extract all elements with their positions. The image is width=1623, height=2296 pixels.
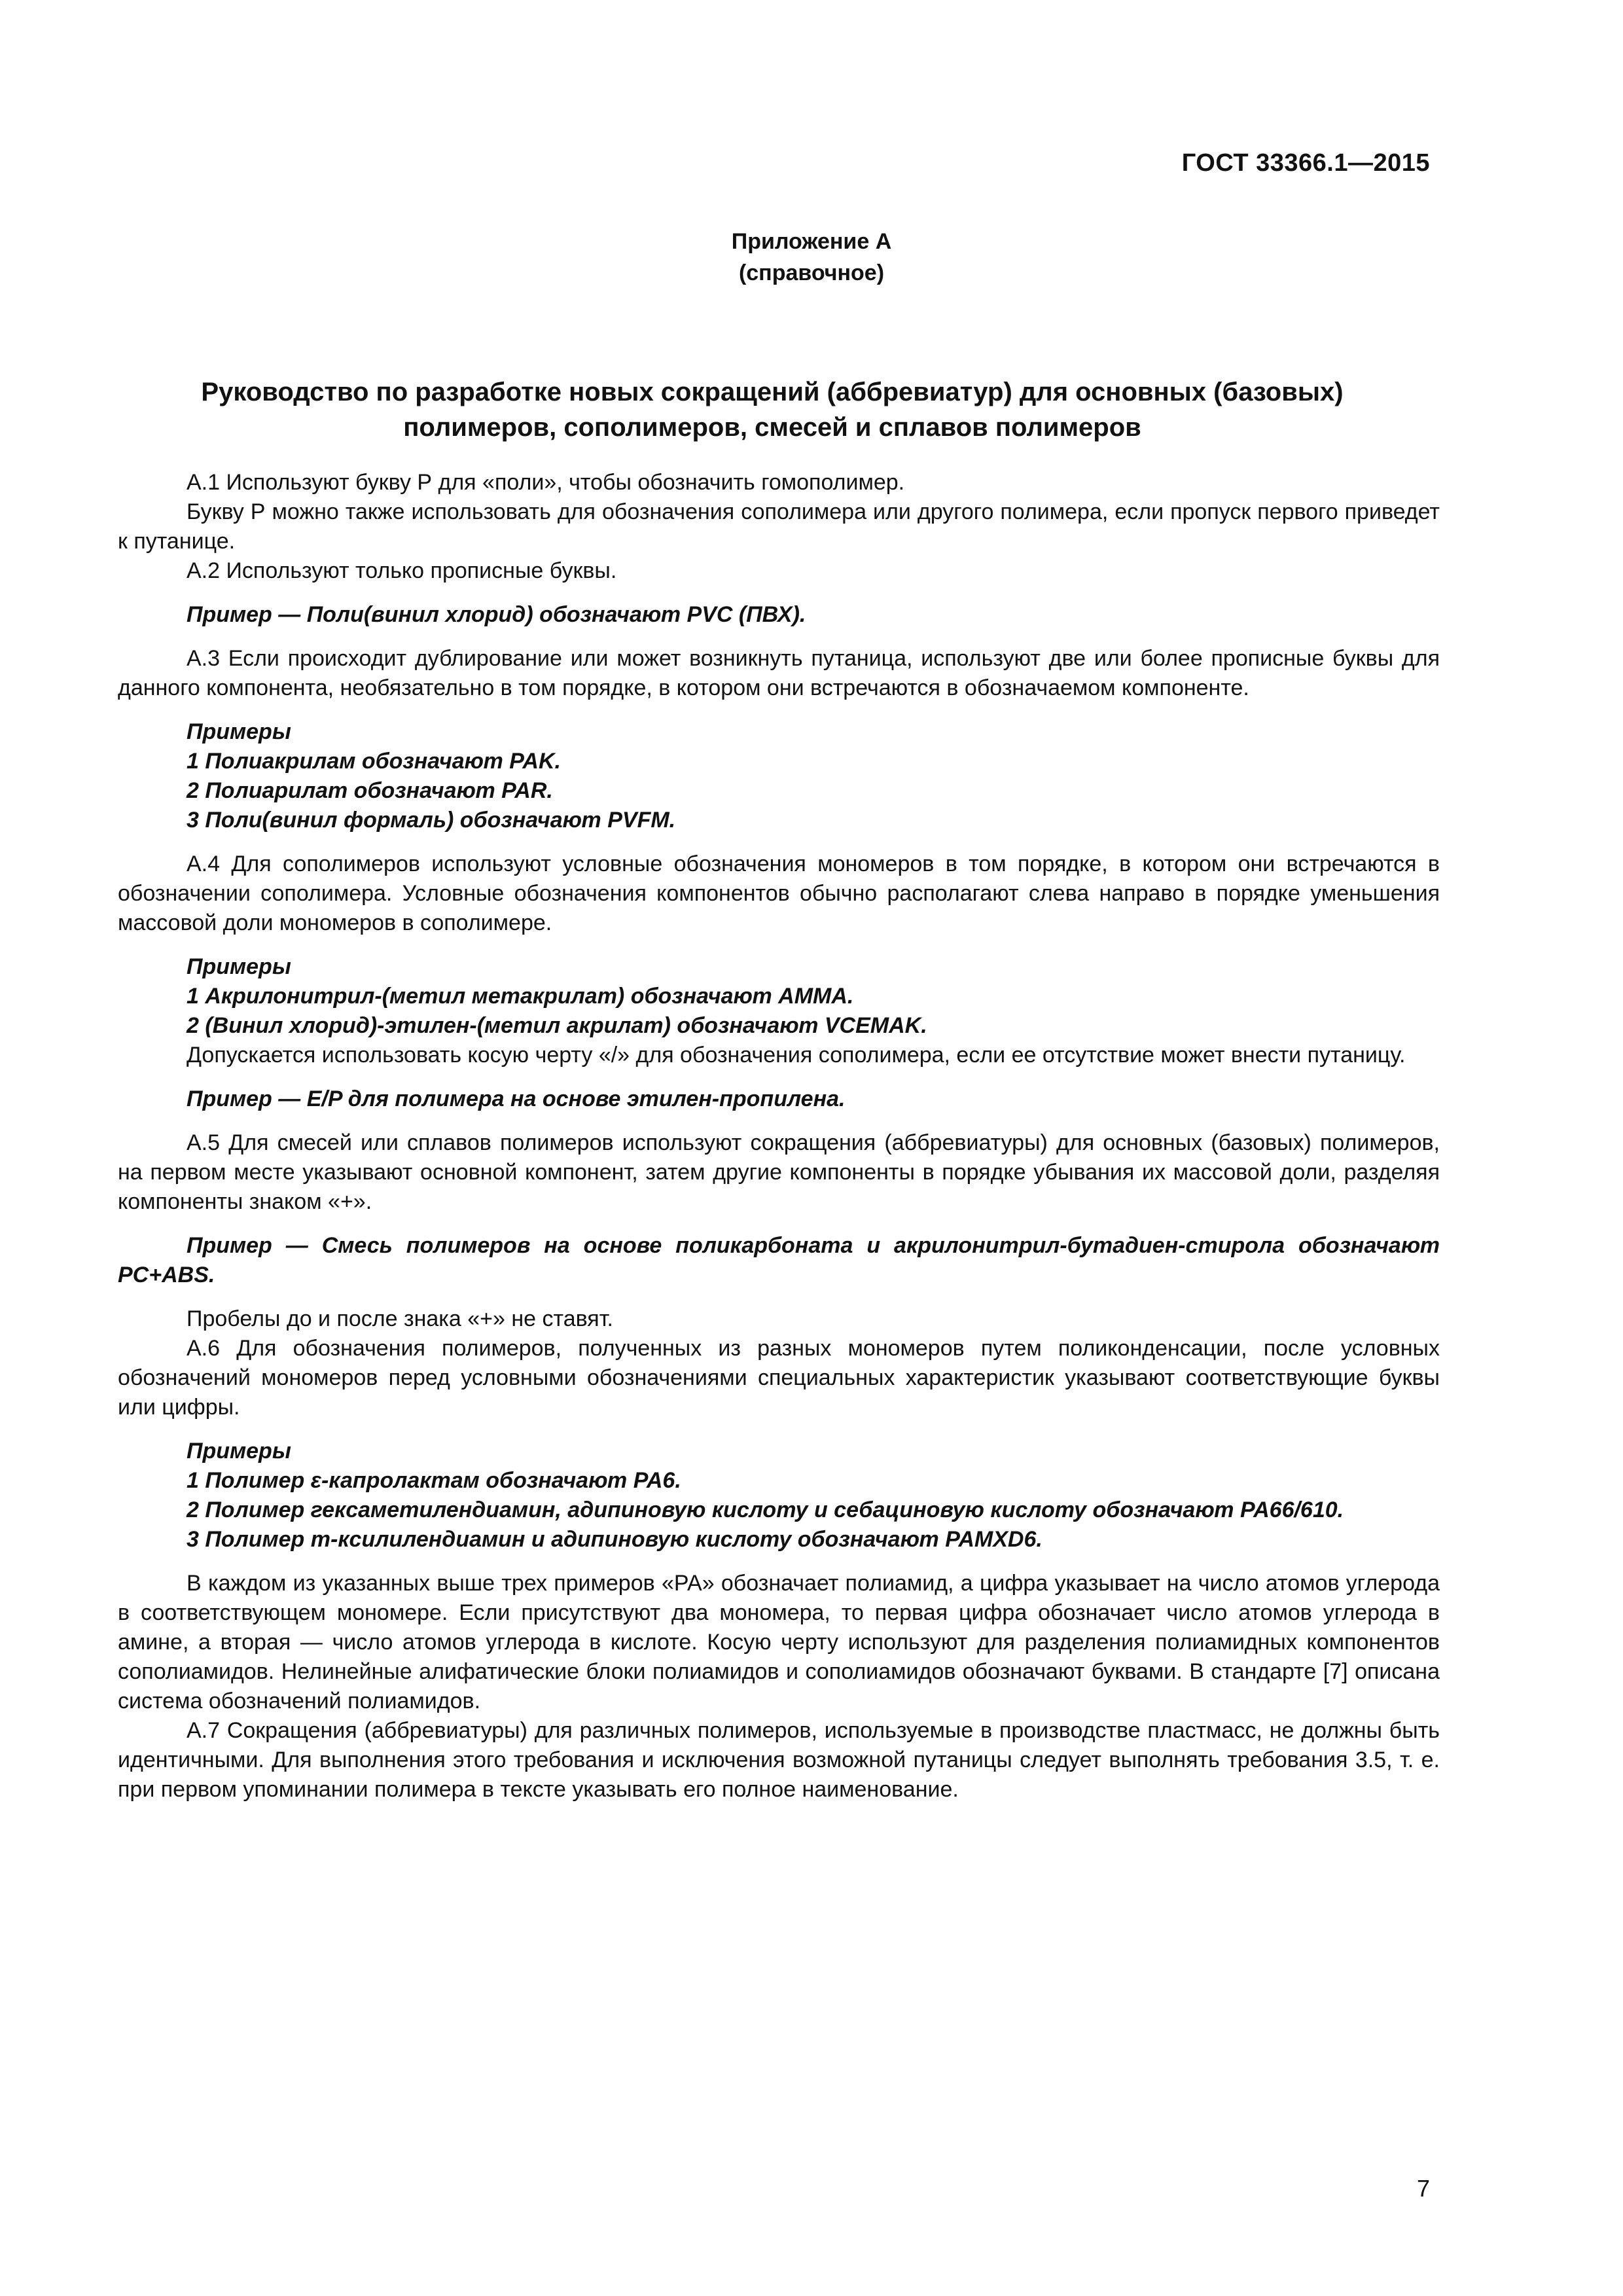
title-line-1: Руководство по разработке новых сокращений (аббревиатур) для основных (базовых) [201,378,1344,406]
examples-heading: Примеры [187,954,291,979]
example-item: 1 Акрилонитрил-(метил метакрилат) обозначают AMMA. [187,984,854,1009]
example-pc-abs: Пример — Смесь полимеров на основе поликарбоната и акрилонитрил-бутадиен-стирола обозначают PC+ABS. [118,1233,1440,1287]
paragraph-a1: А.1 Используют букву Р для «поли», чтобы обозначить гомополимер. [187,470,905,495]
page-number: 7 [1416,2175,1430,2202]
paragraph-a7: А.7 Сокращения (аббревиатуры) для различных полимеров, используемые в производстве пластмасс, не должны быть идентичными. Для выполнения этого требования и исключения возможной путаницы следует выполнять требования 3.5, т. е. при первом упоминании полимера в тексте указывать его полное наименование. [118,1718,1440,1802]
example-item: 1 Полимер ε-капролактам обозначают PA6. [187,1468,681,1493]
paragraph-spaces-note: Пробелы до и после знака «+» не ставят. [187,1306,613,1331]
example-item: 2 (Винил хлорид)-этилен-(метил акрилат) обозначают VCEMAK. [187,1013,927,1038]
section-title [118,374,1427,445]
example-item: 3 Полимер m-ксилилендиамин и адипиновую кислоту обозначают PAMXD6. [187,1527,1043,1552]
paragraph-a5: А.5 Для смесей или сплавов полимеров используют сокращения (аббревиатуры) для основных (базовых) полимеров, на первом месте указывают основной компонент, затем другие компоненты в порядке убывания их массовой доли, разделяя компоненты знаком «+». [118,1130,1440,1214]
paragraph-a3: А.3 Если происходит дублирование или может возникнуть путаница, используют две или более прописные буквы для данного компонента, необязательно в том порядке, в котором они встречаются в обозначаемом компоненте. [118,646,1440,700]
title-line-2: полимеров, сополимеров, смесей и сплавов полимеров [403,413,1141,442]
example-item: 2 Полиарилат обозначают PAR. [187,778,553,803]
example-pvc: Пример — Поли(винил хлорид) обозначают PVC (ПВХ). [187,602,806,627]
example-item: 2 Полимер гексаметилендиамин, адипиновую кислоту и себациновую кислоту обозначают PA66/610. [187,1498,1344,1522]
appendix-heading [0,226,1623,289]
example-item: 1 Полиакрилам обозначают PAK. [187,749,561,774]
paragraph-a2: А.2 Используют только прописные буквы. [187,558,617,583]
examples-heading: Примеры [187,719,291,744]
paragraph-a6: А.6 Для обозначения полимеров, полученных из разных мономеров путем поликонденсации, после условных обозначений мономеров перед условными обозначениями специальных характеристик указывают соответствующие буквы или цифры. [118,1336,1440,1420]
paragraph-polyamide-explanation: В каждом из указанных выше трех примеров «PA» обозначает полиамид, а цифра указывает на число атомов углерода в соответствующем мономере. Если присутствуют два мономера, то первая цифра обозначает число атомов углерода в амине, а вторая — число атомов углерода в кислоте. Косую черту используют для разделения полиамидных компонентов сополиамидов. Нелинейные алифатические блоки полиамидов и сополиамидов обозначают буквами. В стандарте [7] описана система обозначений полиамидов. [118,1571,1440,1713]
appendix-type: (справочное) [738,260,885,285]
paragraph-a1-note: Букву Р можно также использовать для обозначения сополимера или другого полимера, если пропуск первого приведет к путанице. [118,499,1440,554]
examples-heading: Примеры [187,1439,291,1463]
paragraph-slash-note: Допускается использовать косую черту «/» для обозначения сополимера, если ее отсутствие может внести путаницу. [187,1043,1406,1067]
appendix-label: Приложение А [731,229,892,254]
document-body [118,468,1440,1804]
example-item: 3 Поли(винил формаль) обозначают PVFM. [187,808,676,833]
document-code: ГОСТ 33366.1—2015 [1181,149,1430,177]
paragraph-a4: А.4 Для сополимеров используют условные обозначения мономеров в том порядке, в котором они встречаются в обозначении сополимера. Условные обозначения компонентов обычно располагают слева направо в порядке уменьшения массовой доли мономеров в сополимере. [118,852,1440,935]
example-ep: Пример — E/P для полимера на основе этилен-пропилена. [187,1086,846,1111]
